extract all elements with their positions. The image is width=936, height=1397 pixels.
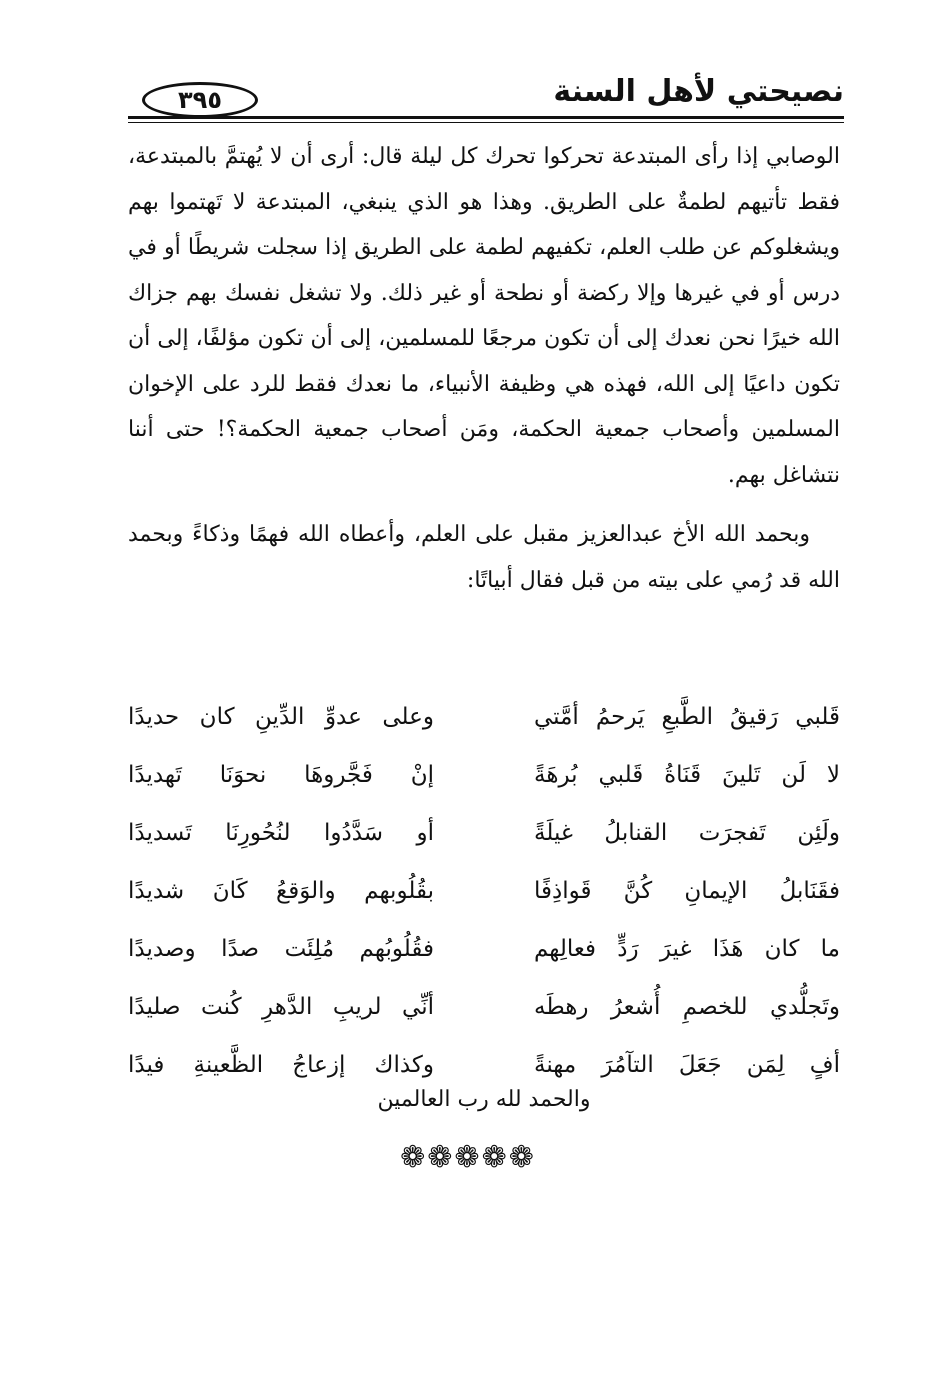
verse-second-hemistich: أو سَدَّدُوا لنُحُورِنَا تَسديدًا: [128, 820, 434, 846]
text-line: الوصابي إذا رأى المبتدعة تحركوا تحرك كل ليلة قال: أرى أن لا يُهتمَّ: [217, 144, 840, 169]
poem-verse: [128, 862, 840, 920]
body-text: [128, 134, 840, 603]
text-line: ومَن أصحاب جمعية الحكمة؟! حتى أننا نتشاغل بهم.: [128, 417, 840, 488]
verse-second-hemistich: إنْ فَجَّروهَا نحوَنَا تَهديدًا: [128, 762, 434, 788]
header-rule-thin: [128, 122, 844, 123]
text-line: الأنبياء، ما نعدك فقط للرد على الإخوان المسلمين وأصحاب جمعية الحكمة،: [128, 371, 840, 442]
verse-first-hemistich: ولَئِن تَفجرَت القنابلُ غيلَةً: [534, 820, 840, 846]
verse-second-hemistich: وعلى عدوِّ الدِّينِ كان حديدًا: [128, 704, 434, 730]
book-title: نصيحتي لأهل السنة: [553, 74, 844, 109]
text-line: تَهتموا بهم ويشغلوكم عن طلب العلم، تكفيهم لطمة على الطريق إذا: [128, 189, 840, 260]
verse-second-hemistich: بقُلُوبهم والوَقعُ كَانَ شديدًا: [128, 878, 434, 904]
poem-verse: [128, 978, 840, 1036]
poem: [128, 688, 840, 1094]
text-line: وبحمد الله الأخ عبدالعزيز مقبل على العلم، وأعطاه الله فهمًا وذكاءً: [183, 522, 810, 547]
verse-first-hemistich: لا لَن تَلينَ قَنَاةُ قَلبي بُرهَةً: [534, 762, 840, 788]
poem-verse: [128, 746, 840, 804]
header-rule-thick: [128, 116, 844, 119]
closing-line: والحمد لله رب العالمين: [377, 1087, 591, 1112]
verse-second-hemistich: أنِّي لريبِ الدَّهرِ كُنت صليدًا: [128, 994, 434, 1020]
page-header: [128, 68, 844, 124]
text-line: ولا تشغل نفسك بهم جزاك الله خيرًا نحن نعدك إلى أن تكون مرجعًا: [128, 280, 840, 351]
verse-first-hemistich: ما كان هَذَا غيرَ رَدٍّ فعالِهم: [534, 936, 840, 962]
text-line: سجلت شريطًا أو في درس أو في غيرها وإلا ركضة أو نطحة أو غير ذلك.: [128, 235, 840, 306]
paragraph-2: [128, 512, 840, 603]
text-line: وبحمد الله قد رُمي على بيته من قبل فقال أبياتًا:: [128, 522, 840, 593]
poem-verse: [128, 688, 840, 746]
paragraph-1: [128, 134, 840, 498]
page-number-badge: ٣٩٥: [142, 82, 258, 118]
verse-first-hemistich: فقَنَابلُ الإيمانِ كُنَّ قَواذِفًا: [534, 878, 840, 904]
verse-first-hemistich: وتَجلُّدي للخصمِ أُشعرُ رهطَه: [534, 994, 840, 1020]
verse-second-hemistich: وكذاك إزعاجُ الظَّعينةِ فيدًا: [128, 1052, 434, 1078]
poem-verse: [128, 804, 840, 862]
text-line: بالمبتدعة، فقط تأتيهم لطمةٌ على الطريق. وهذا هو الذي ينبغي، المبتدعة لا: [128, 144, 841, 215]
verse-second-hemistich: فقُلُوبُهم مُلِئَت صدًا وصديدًا: [128, 936, 434, 962]
poem-verse: [128, 920, 840, 978]
flower-ornament-icon: ❁❁❁❁❁: [400, 1140, 536, 1175]
verse-first-hemistich: قَلبي رَقيقُ الطَّبعِ يَرحمُ أمَّتي: [534, 704, 840, 730]
verse-first-hemistich: أفٍ لِمَن جَعَلَ التآمُرَ مهنةً: [534, 1052, 840, 1078]
text-line: للمسلمين، إلى أن تكون مؤلفًا، إلى أن تكون داعيًا إلى الله، فهذه هي وظيفة: [128, 326, 840, 397]
